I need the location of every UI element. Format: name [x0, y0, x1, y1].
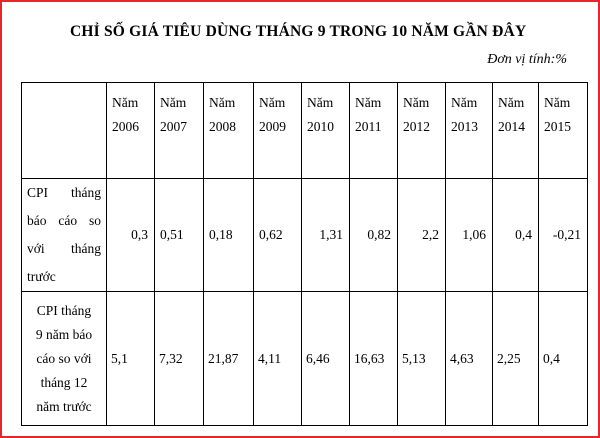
table-cell: 1,31	[302, 179, 350, 292]
table-cell: 6,46	[302, 292, 350, 426]
table-cell: 7,32	[155, 292, 204, 426]
table-cell: 0,3	[107, 179, 155, 292]
table-row	[22, 292, 588, 426]
year-header: Năm 2009	[254, 83, 302, 179]
row-label-cpi-monthly: CPI tháng báo cáo so với tháng trước	[22, 179, 107, 292]
header-corner-cell	[22, 83, 107, 179]
year-header: Năm 2010	[302, 83, 350, 179]
table-cell: 16,63	[350, 292, 398, 426]
table-cell: 0,18	[204, 179, 254, 292]
header-row	[22, 83, 588, 179]
year-header: Năm 2012	[398, 83, 446, 179]
unit-label: Đơn vị tính:%	[487, 52, 567, 67]
table-cell: -0,21	[539, 179, 588, 292]
page-title: CHỈ SỐ GIÁ TIÊU DÙNG THÁNG 9 TRONG 10 NĂM GẦN ĐÂY	[70, 23, 527, 40]
year-header: Năm 2014	[493, 83, 539, 179]
table-cell: 4,63	[446, 292, 493, 426]
year-header: Năm 2015	[539, 83, 588, 179]
year-header: Năm 2007	[155, 83, 204, 179]
year-header: Năm 2008	[204, 83, 254, 179]
table-cell: 0,4	[539, 292, 588, 426]
table-row	[22, 179, 588, 292]
row-label-cpi-ytd: CPI tháng 9 năm báo cáo so với tháng 12 năm trước	[22, 292, 107, 426]
table-cell: 2,2	[398, 179, 446, 292]
table-cell: 0,4	[493, 179, 539, 292]
table-cell: 21,87	[204, 292, 254, 426]
year-header: Năm 2011	[350, 83, 398, 179]
year-header: Năm 2006	[107, 83, 155, 179]
table-cell: 5,1	[107, 292, 155, 426]
table-cell: 1,06	[446, 179, 493, 292]
table-cell: 0,51	[155, 179, 204, 292]
table-cell: 0,82	[350, 179, 398, 292]
table-cell: 4,11	[254, 292, 302, 426]
table-cell: 5,13	[398, 292, 446, 426]
table-cell: 0,62	[254, 179, 302, 292]
cpi-table	[21, 82, 588, 426]
year-header: Năm 2013	[446, 83, 493, 179]
table-cell: 2,25	[493, 292, 539, 426]
